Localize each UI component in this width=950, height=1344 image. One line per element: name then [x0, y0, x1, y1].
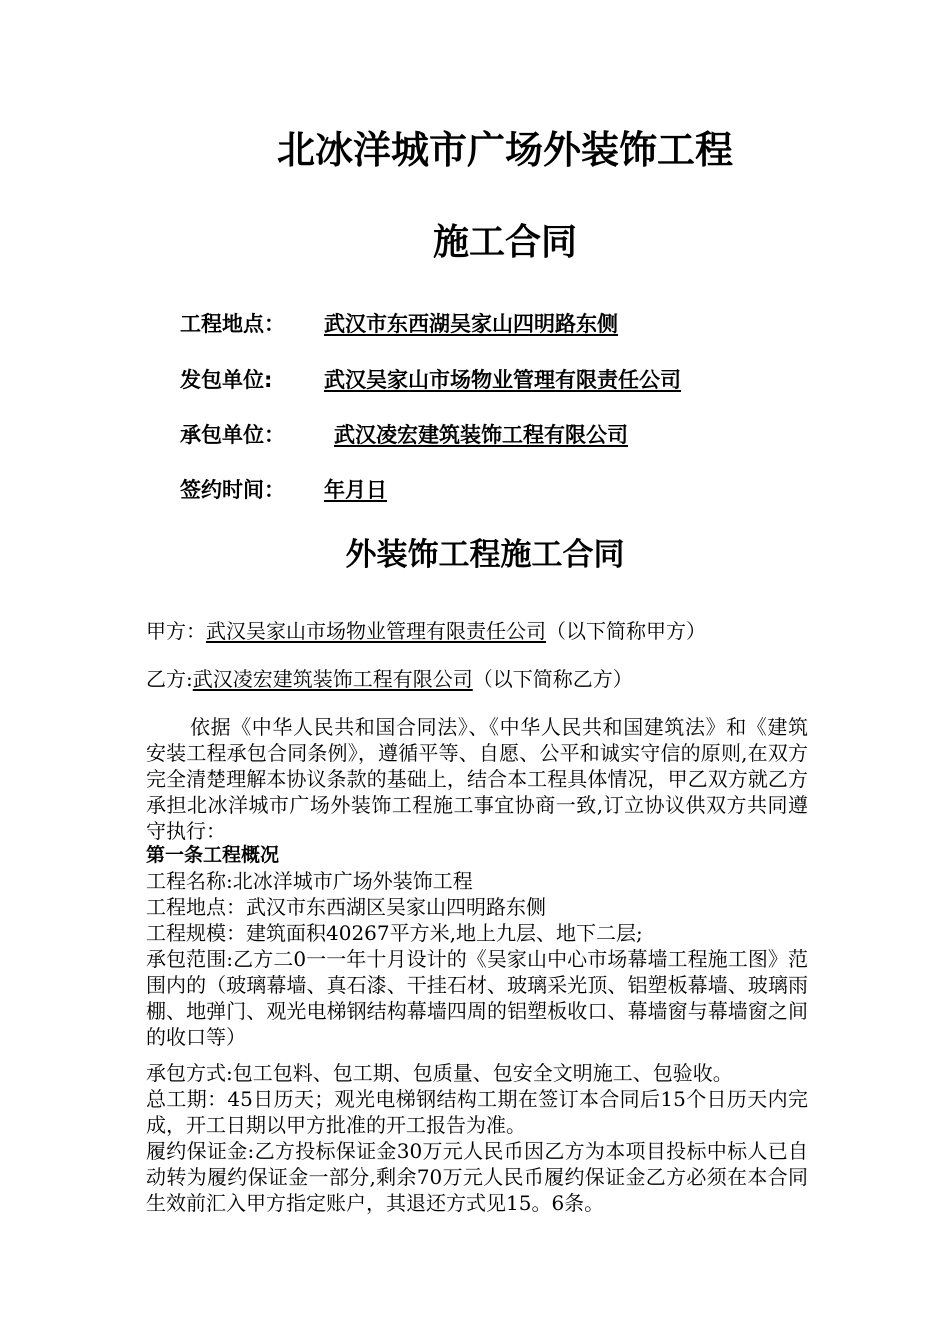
info-value-contractor: 武汉凌宏建筑装饰工程有限公司: [334, 423, 628, 447]
party-b-line: [146, 664, 633, 694]
document-subtitle: 施工合同: [432, 222, 577, 263]
preamble-paragraph: 依据《中华人民共和国合同法》、《中华人民共和国建筑法》和《建筑安装工程承包合同条例》，遵循平等、自愿、公平和诚实守信的原则,在双方完全清楚理解本协议条款的基础上，结合本工程具体情况，甲乙双方就乙方承担北冰洋城市广场外装饰工程施工事宜协商一致,订立协议供双方共同遵守执行：: [146, 715, 808, 843]
clause-1: [146, 842, 808, 1216]
party-b-suffix: （以下简称乙方）: [472, 667, 633, 691]
info-label-sign-date: 签约时间：: [180, 478, 285, 502]
party-a-name: 武汉吴家山市场物业管理有限责任公司: [206, 619, 546, 643]
clause-1-project-location: 工程地点：武汉市东西湖区吴家山四明路东侧: [146, 895, 546, 919]
party-b-prefix: 乙方:: [146, 667, 193, 691]
document-title: 北冰洋城市广场外装饰工程: [276, 128, 733, 172]
clause-1-contract-scope: 承包范围:乙方二0一一年十月设计的《吴家山中心市场幕墙工程施工图》范围内的（玻璃幕墙、真石漆、干挂石材、玻璃采光顶、铝塑板幕墙、玻璃雨棚、地弹门、观光电梯钢结构幕墙四周的铝塑板收口、幕墙窗与幕墙窗之间的收口等）: [146, 947, 808, 1049]
info-value-employer: 武汉吴家山市场物业管理有限责任公司: [324, 368, 681, 392]
party-b-name: 武汉凌宏建筑装饰工程有限公司: [192, 667, 473, 691]
clause-1-duration: 总工期：45日历天；观光电梯钢结构工期在签订本合同后15个日历天内完成，开工日期以甲方批准的开工报告为准。: [146, 1087, 808, 1137]
clause-1-deposit: 履约保证金:乙方投标保证金30万元人民币因乙方为本项目投标中标人已自动转为履约保证金一部分,剩余70万元人民币履约保证金乙方必须在本合同生效前汇入甲方指定账户，其退还方式见15。6条。: [146, 1139, 808, 1215]
clause-1-project-scale: 工程规模：建筑面积40267平方米,地上九层、地下二层;: [146, 921, 643, 945]
clause-1-project-name: 工程名称:北冰洋城市广场外装饰工程: [146, 869, 473, 893]
contract-section-title: 外装饰工程施工合同: [345, 537, 625, 573]
info-value-location: 武汉市东西湖吴家山四明路东侧: [324, 312, 618, 336]
clause-1-heading: 第一条工程概况: [146, 844, 280, 866]
info-label-location: 工程地点：: [180, 312, 285, 336]
clause-1-contract-method: 承包方式:包工包料、包工期、包质量、包安全文明施工、包验收。: [146, 1061, 733, 1085]
party-a-prefix: 甲方：: [146, 619, 206, 643]
info-label-contractor: 承包单位：: [180, 423, 285, 447]
info-value-sign-date: 年月日: [324, 478, 387, 502]
party-a-line: [146, 616, 706, 646]
info-label-employer: 发包单位:: [180, 368, 273, 392]
party-a-suffix: （以下简称甲方）: [546, 619, 706, 643]
